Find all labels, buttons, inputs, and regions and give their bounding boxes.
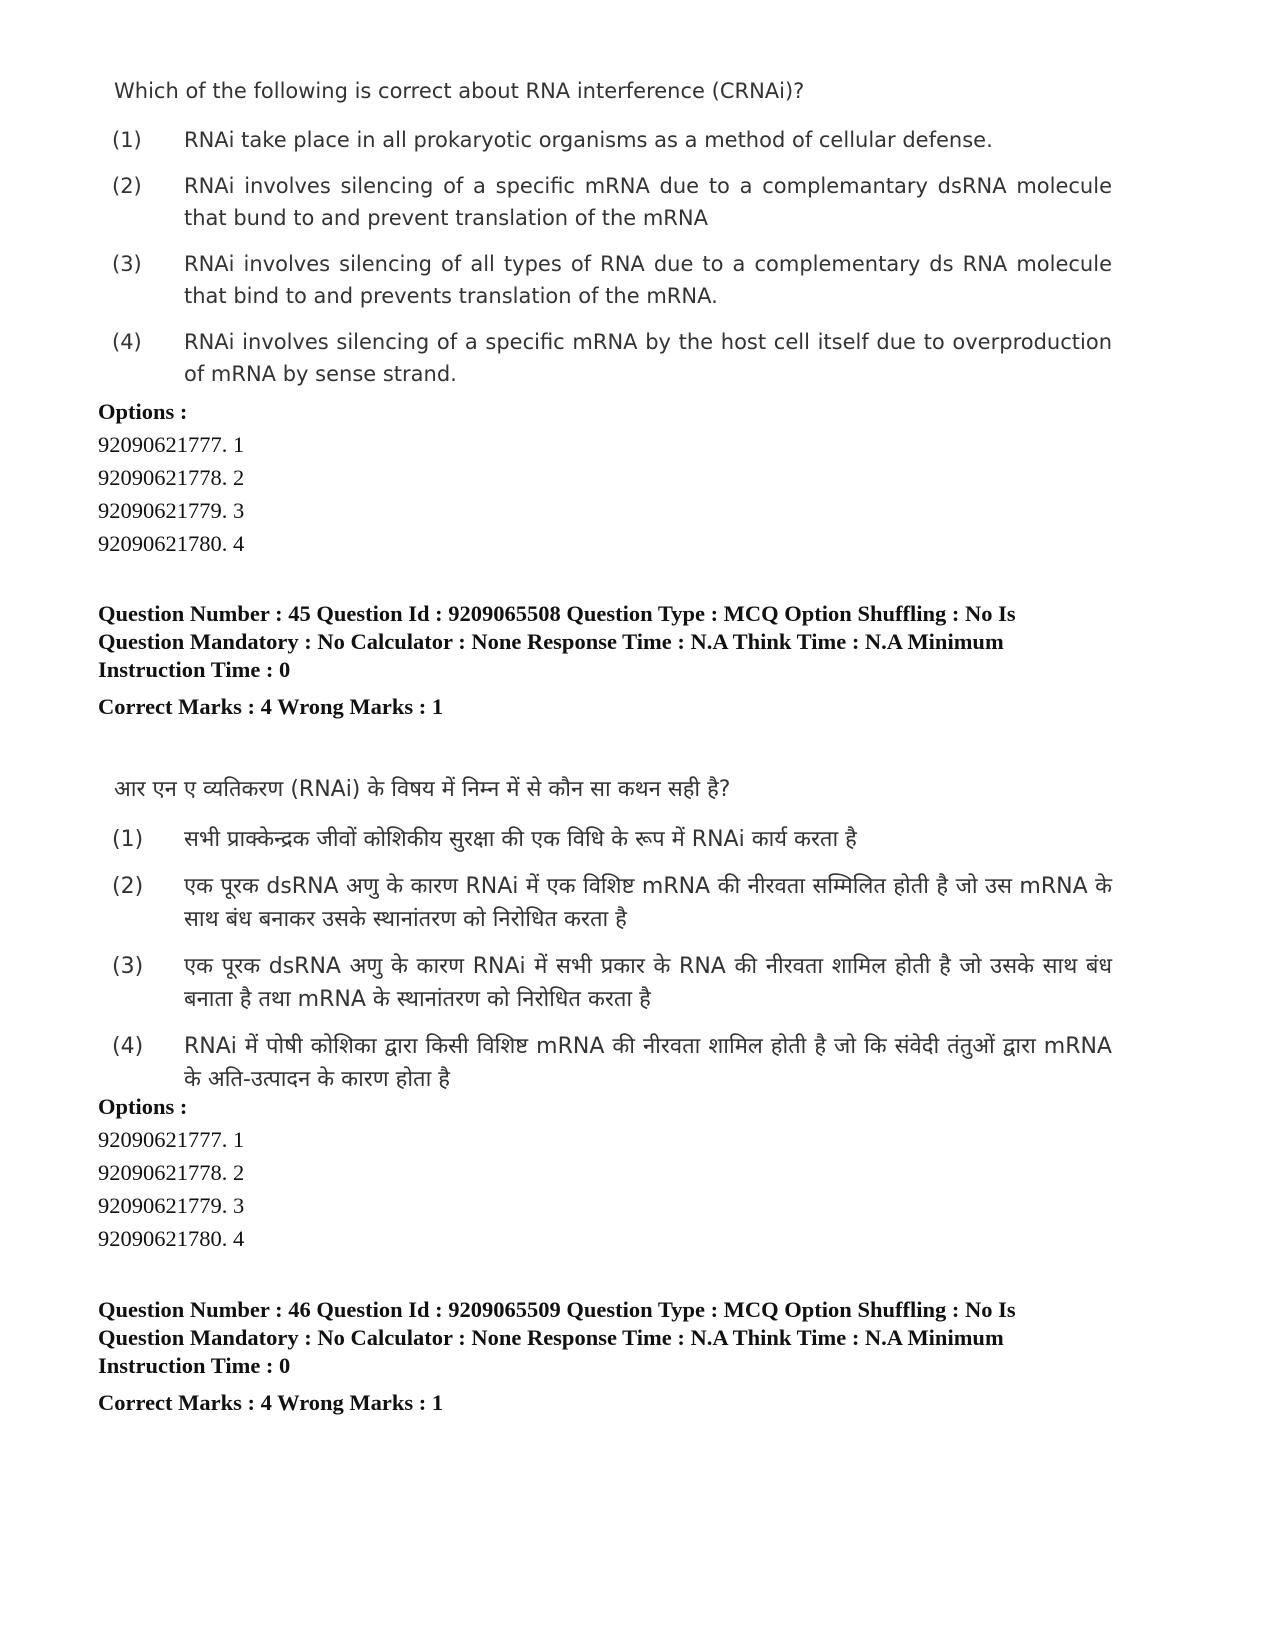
choice-3 [112, 248, 1112, 312]
question-stem: आर एन ए व्यतिकरण (RNAi) के विषय में निम्न में से कौन सा कथन सही है? [114, 777, 731, 802]
choice-number: (1) [112, 827, 144, 852]
choice-text: RNAi involves silencing of a specific mRNA due to a complemantary dsRNA molecule that bund to and prevent translation of the mRNA [184, 174, 1112, 230]
choice-2 [112, 870, 1112, 936]
choice-1 [112, 124, 1112, 156]
choice-text: RNAi involves silencing of all types of RNA due to a complementary ds RNA molecule that bind to and prevents translation of the mRNA. [184, 252, 1112, 308]
choice-number: (2) [112, 874, 144, 899]
choice-number: (4) [112, 1034, 144, 1059]
choice-3 [112, 950, 1112, 1016]
options-label: Options : [98, 1094, 188, 1119]
choice-text: एक पूरक dsRNA अणु के कारण RNAi में एक विशिष्ट mRNA की नीरवता सम्मिलित होती है जो उस mRNA के साथ बंध बनाकर उसके स्थानांतरण को निरोधित करता है [184, 874, 1112, 932]
choice-number: (1) [112, 128, 142, 152]
options-block-44 [98, 395, 1198, 560]
question-meta: Question Number : 45 Question Id : 9209065508 Question Type : MCQ Option Shuffling : No Is Question Mandatory : No Calculator : None Response Time : N.A Think Time : N.A Minimum Instruction Time : 0 [98, 601, 1016, 682]
option-id-4: 92090621780. 4 [98, 531, 245, 556]
choice-number: (4) [112, 330, 142, 354]
choice-2 [112, 170, 1112, 234]
choice-text: RNAi में पोषी कोशिका द्वारा किसी विशिष्ट mRNA की नीरवता शामिल होती है जो कि संवेदी तंतुओं द्वारा mRNA के अति-उत्पादन के कारण होता है [184, 1034, 1112, 1092]
question-stem: Which of the following is correct about RNA interference (CRNAi)? [114, 79, 805, 103]
question-meta: Question Number : 46 Question Id : 9209065509 Question Type : MCQ Option Shuffling : No Is Question Mandatory : No Calculator : None Response Time : N.A Think Time : N.A Minimum Instruction Time : 0 [98, 1297, 1016, 1378]
choice-number: (3) [112, 252, 142, 276]
choice-text: RNAi involves silencing of a specific mRNA by the host cell itself due to overproduction of mRNA by sense strand. [184, 330, 1112, 386]
option-id-3: 92090621779. 3 [98, 1193, 245, 1218]
question-marks: Correct Marks : 4 Wrong Marks : 1 [98, 694, 444, 719]
question-45-image [112, 775, 1112, 1110]
option-id-3: 92090621779. 3 [98, 498, 245, 523]
question-46-header [98, 1296, 1098, 1419]
choice-number: (3) [112, 954, 144, 979]
option-id-4: 92090621780. 4 [98, 1226, 245, 1251]
choice-text: एक पूरक dsRNA अणु के कारण RNAi में सभी प्रकार के RNA की नीरवता शामिल होती है जो उसके साथ बंध बनाता है तथा mRNA के स्थानांतरण को निरोधित करता है [184, 954, 1112, 1012]
option-id-1: 92090621777. 1 [98, 432, 245, 457]
question-44-image [112, 76, 1112, 404]
choice-number: (2) [112, 174, 142, 198]
choice-4 [112, 1030, 1112, 1096]
question-marks: Correct Marks : 4 Wrong Marks : 1 [98, 1390, 444, 1415]
option-id-2: 92090621778. 2 [98, 465, 245, 490]
choice-text: सभी प्राक्केन्द्रक जीवों कोशिकीय सुरक्षा की एक विधि के रूप में RNAi कार्य करता है [184, 827, 857, 852]
choice-1 [112, 823, 1112, 856]
choice-4 [112, 326, 1112, 390]
choice-text: RNAi take place in all prokaryotic organisms as a method of cellular defense. [184, 128, 993, 152]
options-label: Options : [98, 399, 188, 424]
question-45-header [98, 600, 1098, 723]
option-id-2: 92090621778. 2 [98, 1160, 245, 1185]
option-id-1: 92090621777. 1 [98, 1127, 245, 1152]
options-block-45 [98, 1090, 1198, 1255]
